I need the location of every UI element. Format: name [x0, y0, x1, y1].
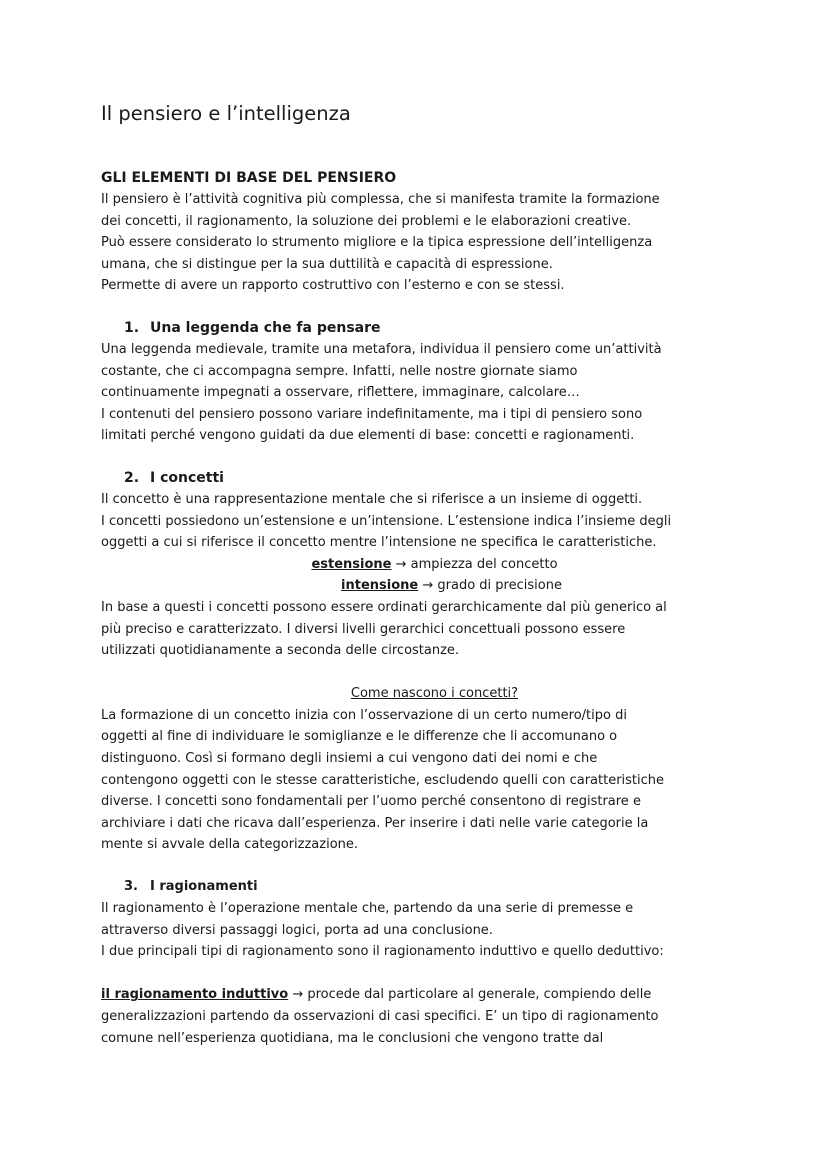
document-title: Il pensiero e l’intelligenza [101, 102, 351, 125]
subsection-number: 1. [124, 319, 140, 336]
subsection-title-text: I ragionamenti [150, 879, 258, 895]
paragraph-line: generalizzazioni partendo da osservazioni di casi specifici. E’ un tipo di ragionamento [101, 1009, 659, 1024]
definition-line-extension [101, 554, 768, 576]
subheading-text: Come nascono i concetti? [350, 686, 519, 702]
inductive-text: → procede dal particolare al generale, compiendo delle [288, 987, 652, 1003]
paragraph-line: utilizzati quotidianamente a seconda delle circostanze. [101, 643, 460, 659]
subsection-title [101, 317, 768, 339]
section-heading: GLI ELEMENTI DI BASE DEL PENSIERO [101, 170, 397, 186]
paragraph-line: Il concetto è una rappresentazione mentale che si riferisce a un insieme di oggetti. [101, 491, 643, 507]
definition-term: estensione [311, 556, 392, 572]
paragraph-line: distinguono. Così si formano degli insiemi a cui vengono dati dei nomi e che [101, 751, 598, 767]
subsection-reasoning [101, 876, 768, 1049]
paragraph-line: archiviare i dati che ricava dall’esperienza. Per inserire i dati nelle varie categorie la [101, 815, 649, 831]
paragraph-line: dei concetti, il ragionamento, la soluzione dei problemi e le elaborazioni creative. [101, 213, 632, 229]
subsection-title [101, 876, 768, 898]
paragraph-line: diverse. I concetti sono fondamentali per l’uomo perché consentono di registrare e [101, 794, 641, 810]
paragraph-line: In base a questi i concetti possono essere ordinati gerarchicamente dal più generico al [101, 599, 667, 615]
definition-line-intension [101, 575, 768, 597]
paragraph-line: contengono oggetti con le stesse caratteristiche, escludendo quelli con caratteristiche [101, 772, 665, 788]
paragraph-line: Può essere considerato lo strumento migliore e la tipica espressione dell’intelligenza [101, 235, 653, 251]
inductive-reasoning-line [101, 984, 768, 1006]
definition-term: intensione [341, 578, 419, 594]
paragraph-line: umana, che si distingue per la sua duttilità e capacità di espressione. [101, 256, 553, 272]
subsection-number: 2. [124, 469, 140, 486]
paragraph-line: costante, che ci accompagna sempre. Infatti, nelle nostre giornate siamo [101, 363, 578, 379]
paragraph-line: Una leggenda medievale, tramite una metafora, individua il pensiero come un’attività [101, 341, 662, 357]
definition-text: → ampiezza del concetto [391, 556, 558, 572]
subsection-concepts [101, 467, 768, 856]
paragraph-line: limitati perché vengono guidati da due elementi di base: concetti e ragionamenti. [101, 428, 635, 444]
subheading-how-concepts-arise [101, 683, 768, 705]
paragraph-line: Il ragionamento è l’operazione mentale che, partendo da una serie di premesse e [101, 901, 634, 917]
subsection-number: 3. [124, 879, 138, 895]
definition-text: → grado di precisione [418, 578, 562, 594]
paragraph-line: I contenuti del pensiero possono variare indefinitamente, ma i tipi di pensiero sono [101, 406, 643, 422]
paragraph-line: oggetti al fine di individuare le somiglianze e le differenze che li accomunano o [101, 729, 618, 745]
paragraph-line: I concetti possiedono un’estensione e un’intensione. L’estensione indica l’insieme degli [101, 513, 672, 529]
subsection-title-text: I concetti [150, 469, 224, 486]
paragraph-line: continuamente impegnati a osservare, riflettere, immaginare, calcolare… [101, 385, 580, 401]
subsection-legend [101, 317, 768, 447]
section-basic-elements [101, 168, 768, 297]
paragraph-line: I due principali tipi di ragionamento sono il ragionamento induttivo e quello deduttivo: [101, 944, 664, 960]
subsection-title-text: Una leggenda che fa pensare [150, 319, 381, 336]
inductive-term: il ragionamento induttivo [101, 987, 289, 1003]
subsection-title [101, 467, 768, 489]
paragraph-line: oggetti a cui si riferisce il concetto mentre l’intensione ne specifica le caratteristiche. [101, 535, 657, 551]
paragraph-line: La formazione di un concetto inizia con l’osservazione di un certo numero/tipo di [101, 707, 627, 723]
paragraph-line: comune nell’esperienza quotidiana, ma le conclusioni che vengono tratte dal [101, 1030, 604, 1046]
paragraph-line: Permette di avere un rapporto costruttivo con l’esterno e con se stessi. [101, 278, 565, 294]
paragraph-line: attraverso diversi passaggi logici, porta ad una conclusione. [101, 922, 493, 938]
paragraph-line: più preciso e caratterizzato. I diversi livelli gerarchici concettuali possono essere [101, 621, 626, 637]
paragraph-line: mente si avvale della categorizzazione. [101, 837, 359, 853]
paragraph-line: Il pensiero è l’attività cognitiva più complessa, che si manifesta tramite la formazione [101, 192, 660, 207]
